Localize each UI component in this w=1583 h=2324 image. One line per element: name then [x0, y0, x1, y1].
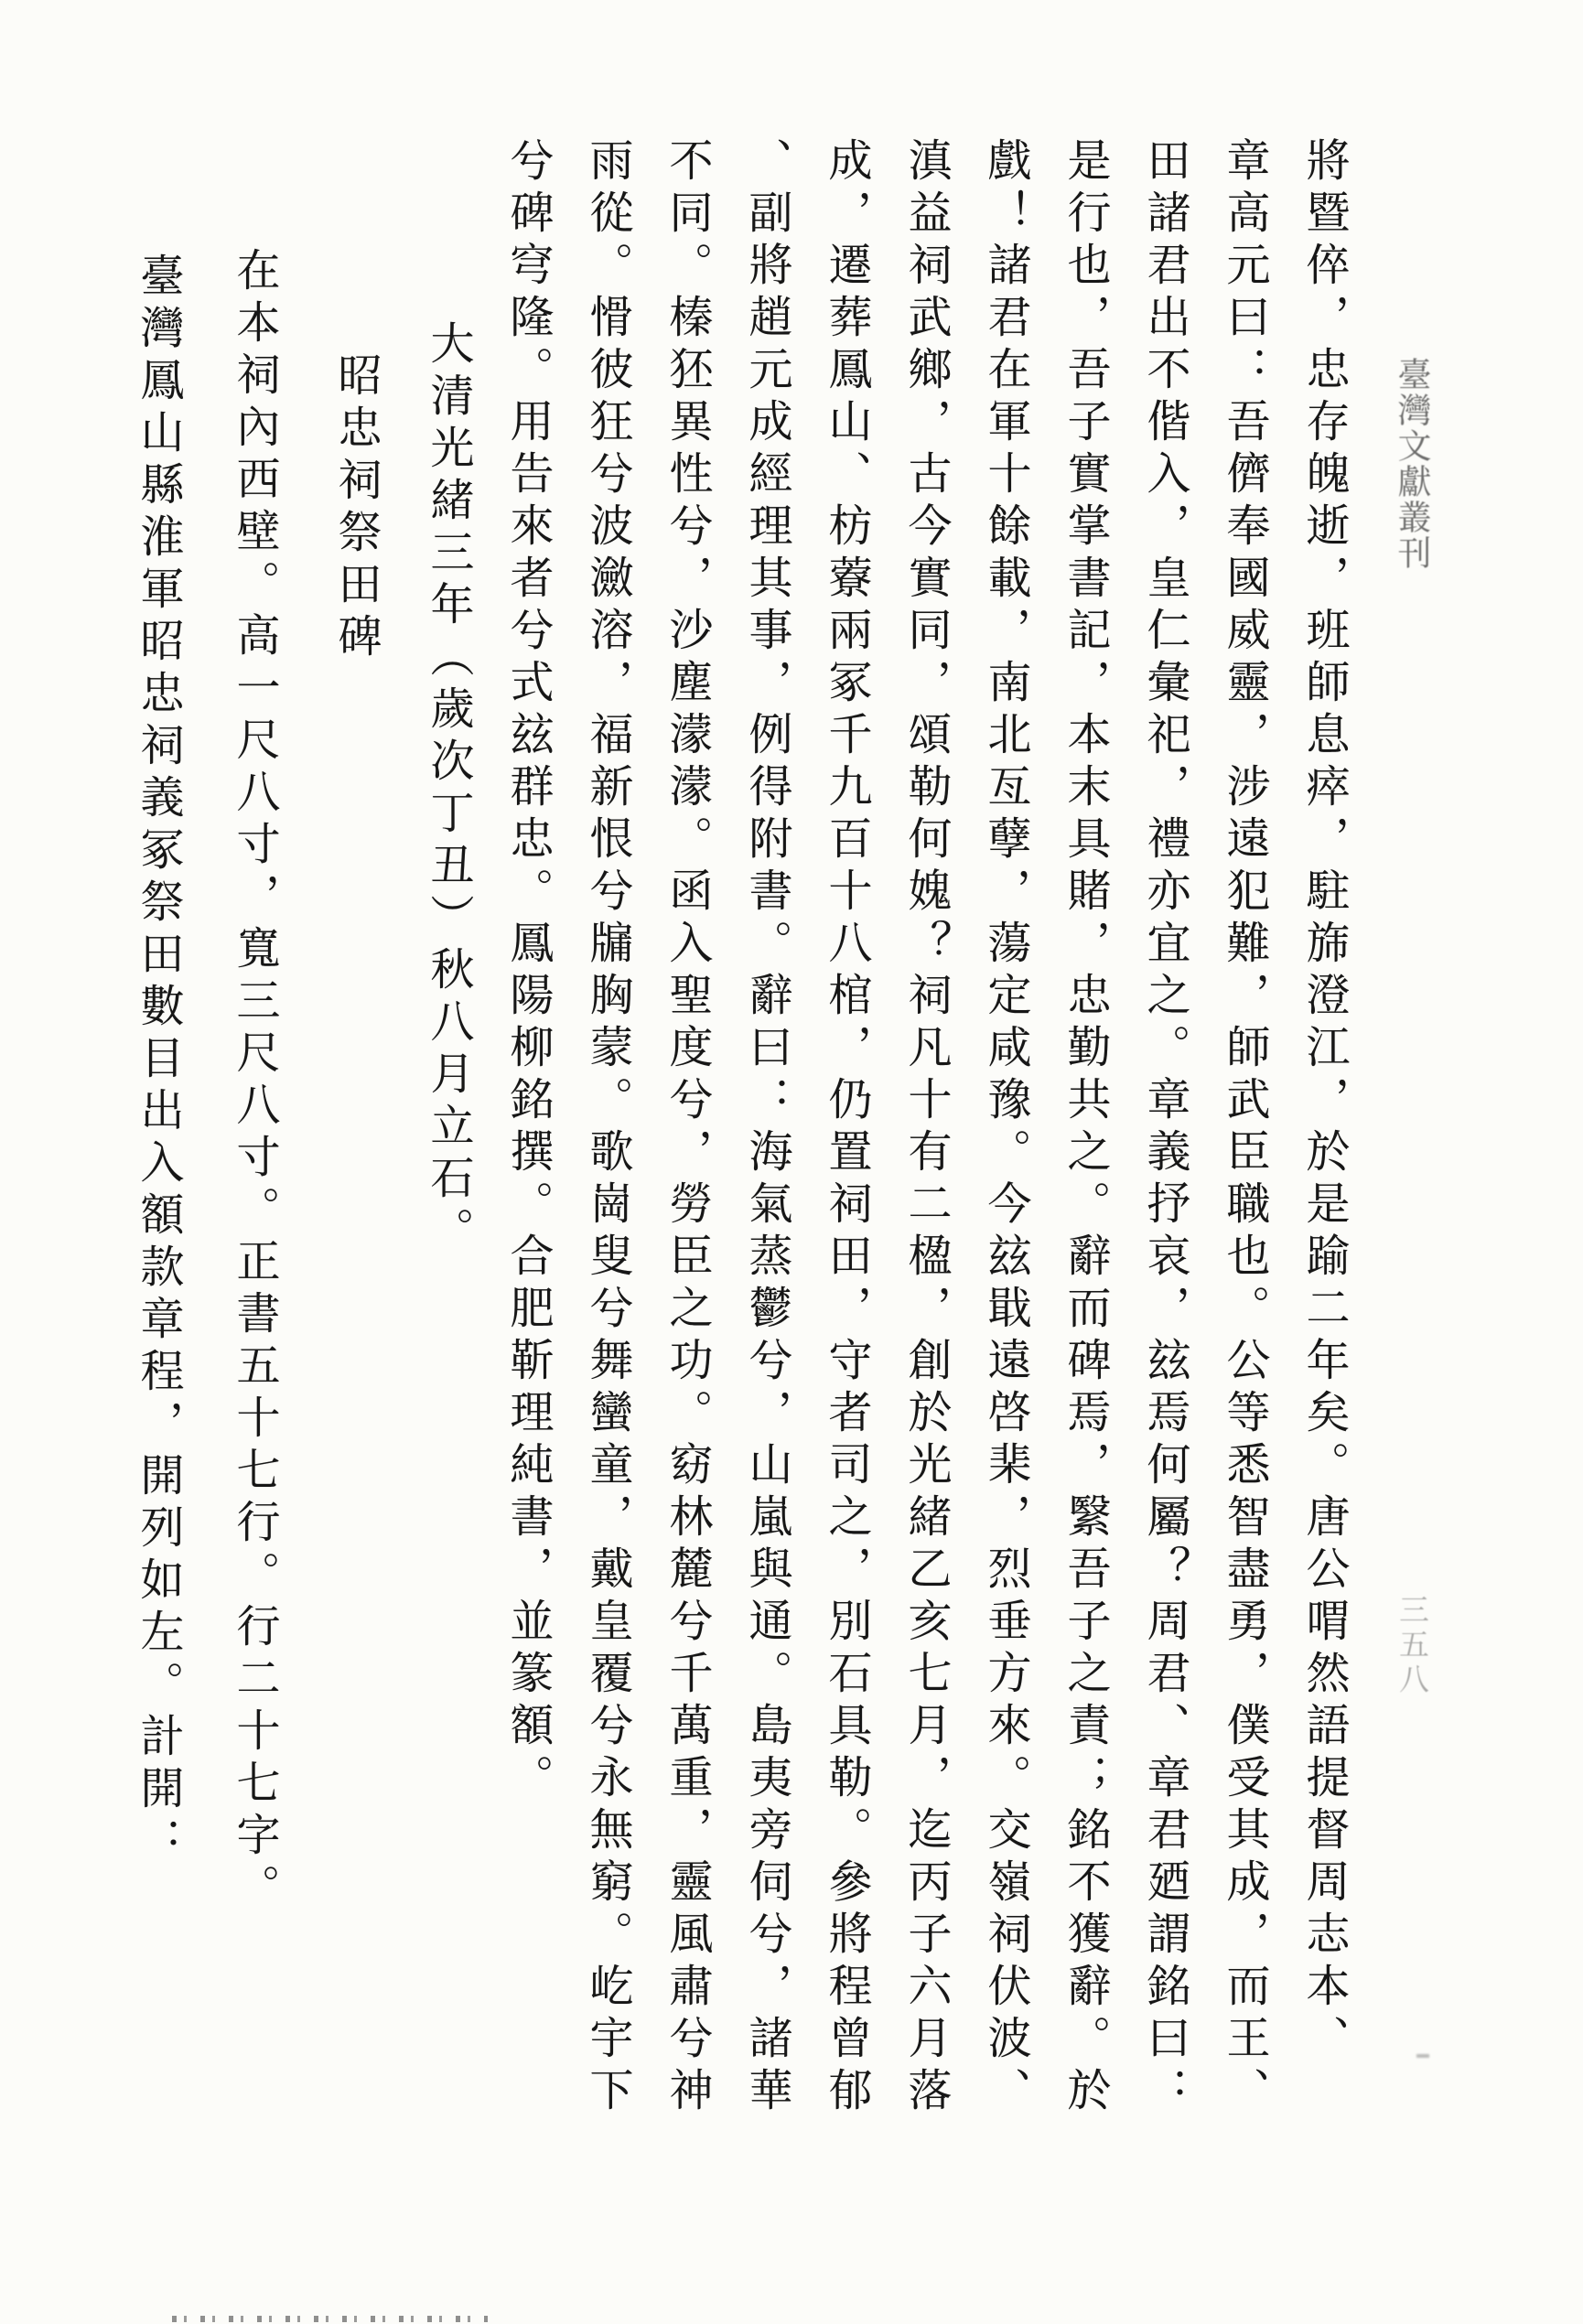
page-number: 三五八 [1395, 1594, 1427, 1698]
text-column-8: 、副將趙元成經理其事，例得附書。辭曰：海氣蒸鬱兮，山嵐與通。島夷旁伺兮，諸華 [742, 137, 791, 2119]
text-column-1: 將暨倅，忠存魄逝，班師息瘁，駐旆澄江，於是踰二年矣。唐公喟然語提督周志本、 [1299, 137, 1348, 2067]
section-heading: 昭忠祠祭田碑 [331, 352, 380, 665]
text-column-5: 戲！諸君在軍十餘載，南北亙孽，蕩定咸豫。今玆戢遠啓棐，烈垂方來。交嶺祠伏波、 [981, 137, 1029, 2119]
text-column-7: 成，遷葬鳳山、枋藔兩冢千九百十八棺，仍置祠田，守者司之，別石具勒。參將程曾郁 [822, 137, 870, 2119]
text-column-3: 田諸君出不偕入，皇仁彙祀，禮亦宜之。章義抒哀，玆焉何屬？周君、章君廼謂銘曰： [1140, 137, 1189, 2119]
ink-speck [1416, 2054, 1429, 2058]
text-column-11: 兮碑穹隆。用告來者兮式玆群忠。鳳陽柳銘撰。合肥靳理純書，並篆額。 [503, 137, 552, 1806]
text-column-4: 是行也，吾子實掌書記，本末具賭，忠勤共之。辭而碑焉，繄吾子之責；銘不獲辭。於 [1061, 137, 1109, 2119]
text-column-2: 章高元曰：吾儕奉國威靈，涉遠犯難，師武臣職也。公等悉智盡勇，僕受其成，而王、 [1220, 137, 1268, 2119]
text-column-12: 大清光緒三年（歲次丁丑）秋八月立石。 [424, 320, 472, 1259]
text-column-14: 在本祠內西壁。高一尺八寸，寬三尺八寸。正書五十七行。行二十七字。 [230, 247, 278, 1916]
footer-smudge [172, 2316, 488, 2322]
text-column-10: 雨從。愲彼狂兮波瀲溶，福新恨兮牖胸蒙。歌崗叟兮舞蠻童，戴皇覆兮永無窮。屹宇下 [583, 137, 631, 2119]
text-column-6: 滇益祠武鄉，古今實同，頌勒何媿？祠凡十有二楹，創於光緒乙亥七月，迄丙子六月落 [901, 137, 950, 2119]
text-column-9: 不同。榛狉異性兮，沙塵濛濛。函入聖度兮，勞臣之功。窈林麓兮千萬重，靈風肅兮神 [662, 137, 711, 2119]
text-column-15: 臺灣鳳山縣淮軍昭忠祠義冢祭田數目出入額款章程，開列如左。計開： [134, 253, 182, 1869]
series-title: 臺灣文獻叢刊 [1392, 357, 1429, 571]
text-block [118, 137, 1363, 2223]
